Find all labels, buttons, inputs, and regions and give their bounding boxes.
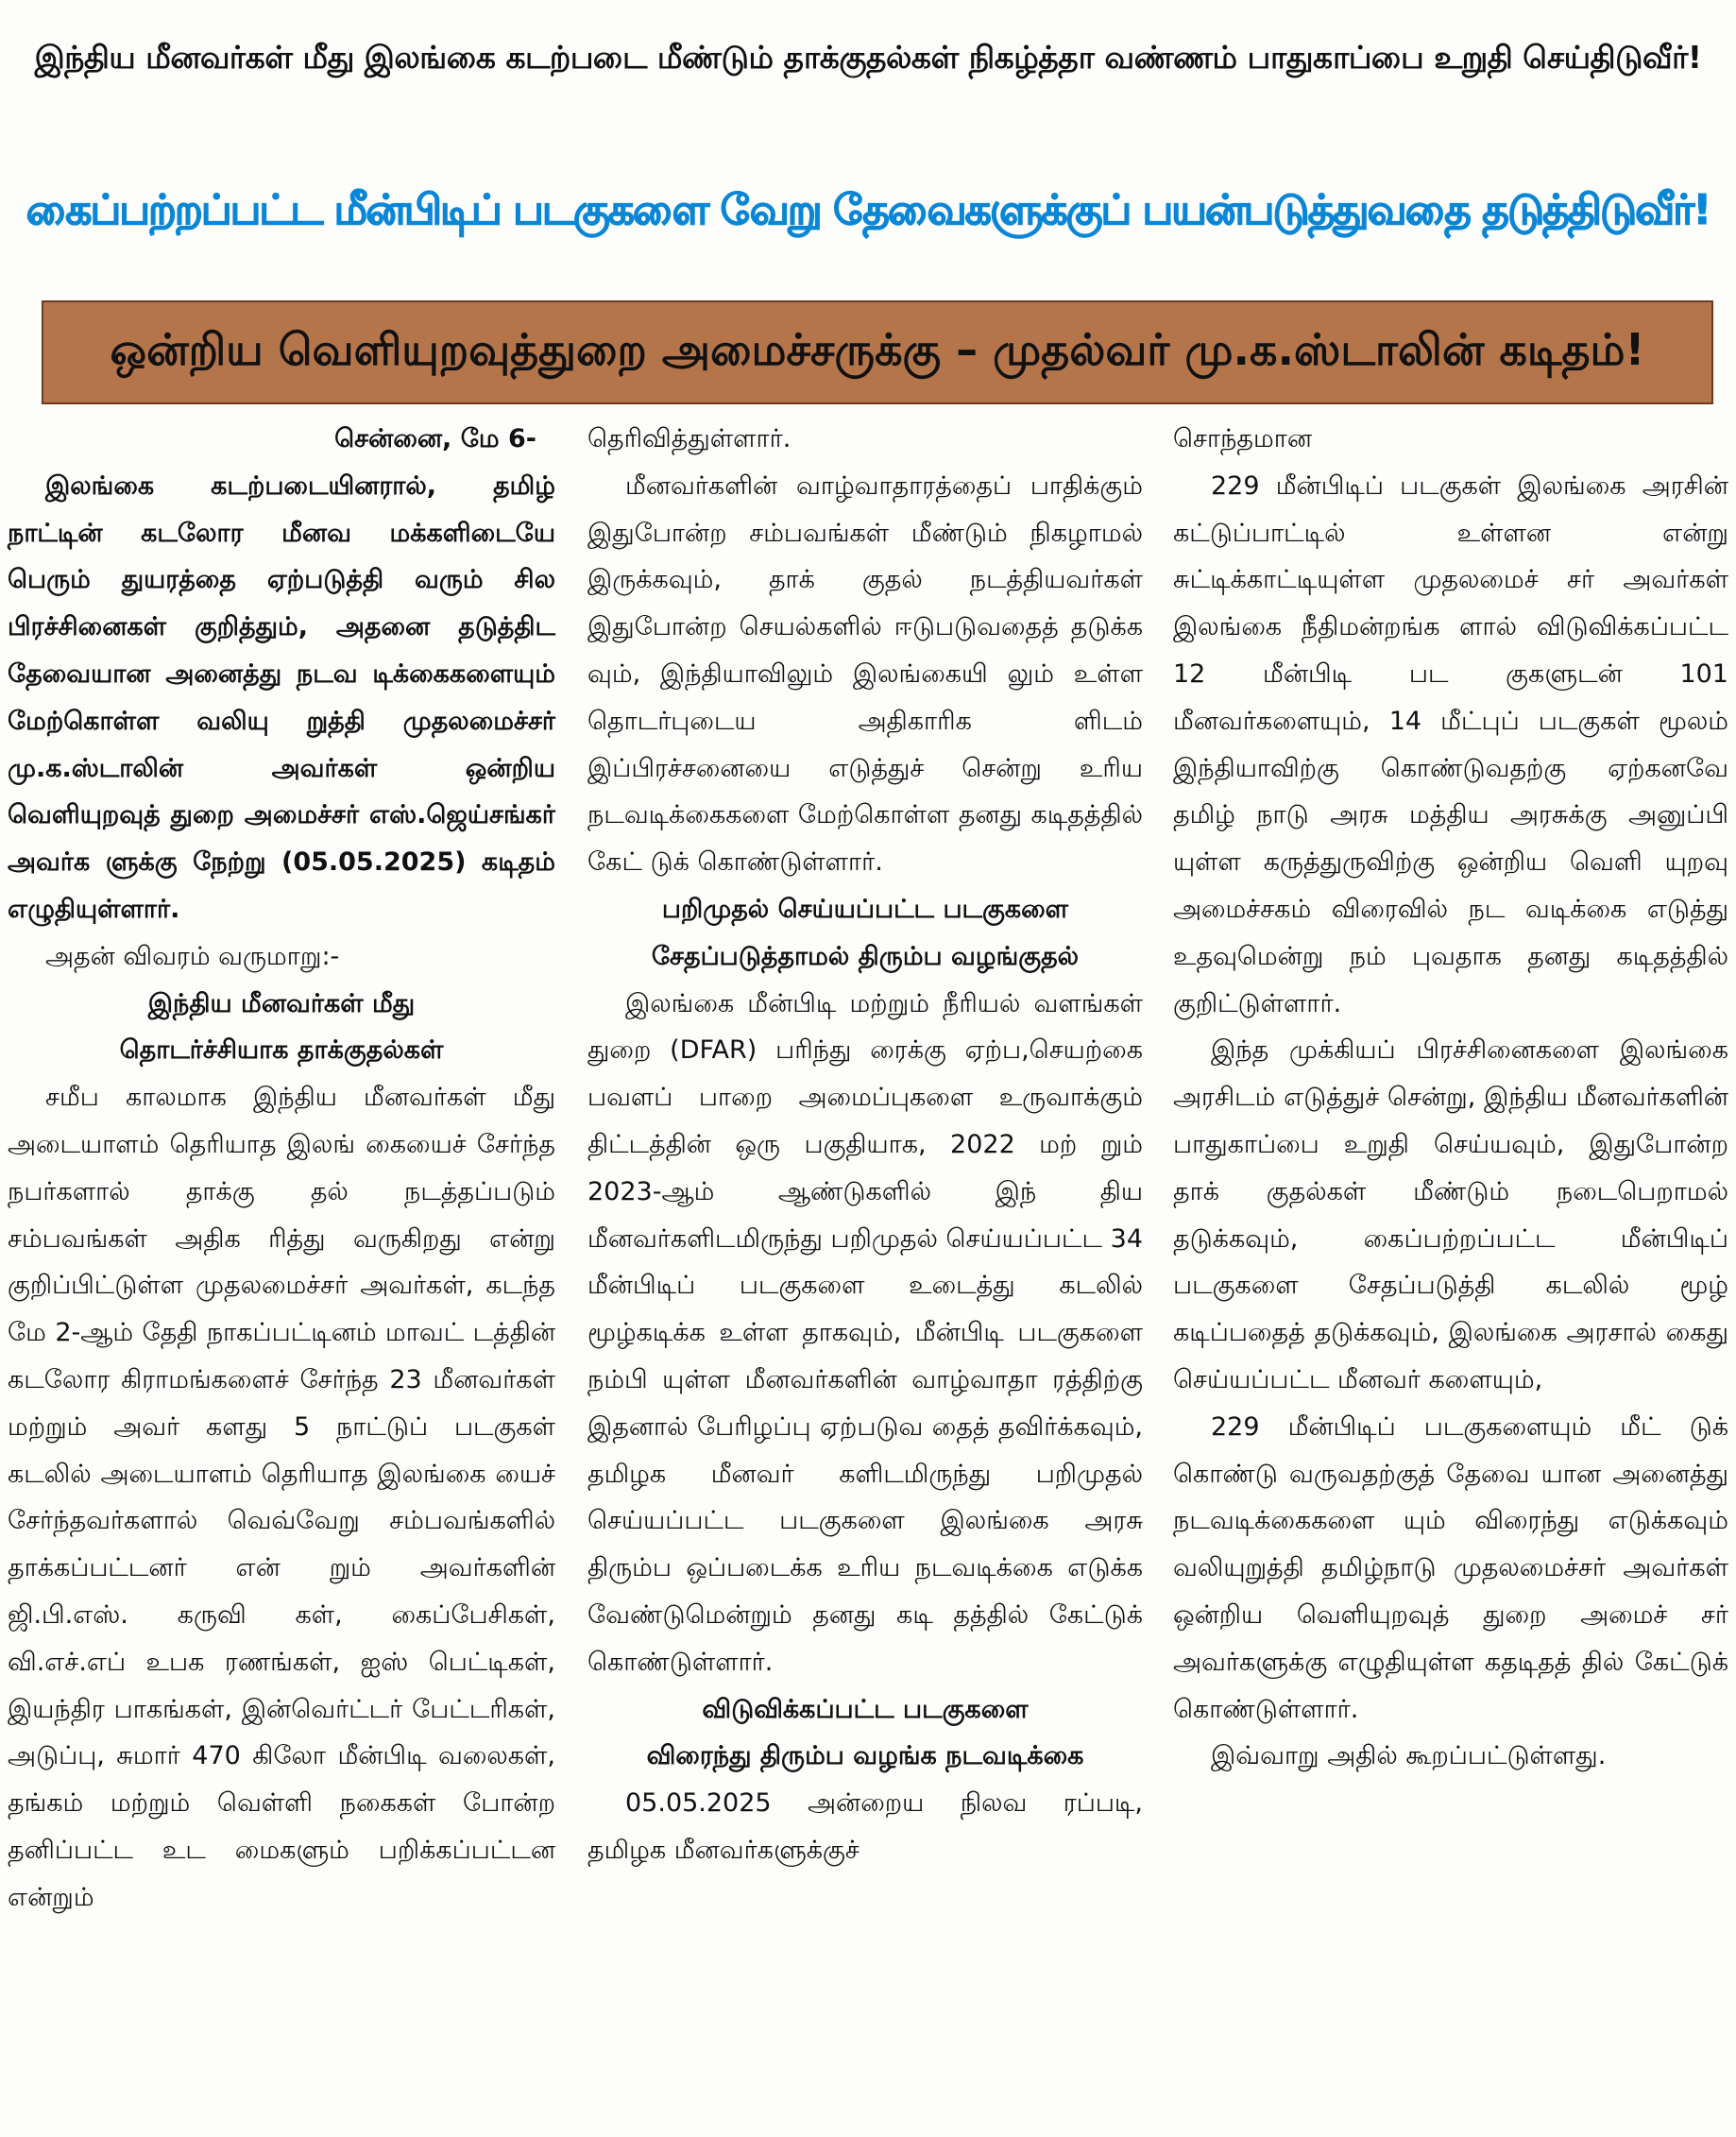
body-paragraph: இந்த முக்கியப் பிரச்சினைகளை இலங்கை அரசிடம் எடுத்துச் சென்று, இந்திய மீனவர்களின் பாதுகாப்பை உறுதி செய்யவும், இதுபோன்ற தாக் குதல்கள் மீண்டும் நடைபெறாமல் தடுக்கவும், கைப்பற்றப்பட்ட மீன்பிடிப் படகுகளை சேதப்படுத்தி கடலில் மூழ் கடிப்பதைத் தடுக்கவும், இலங்கை அரசால் கைது செய்யப்பட்ட மீனவர் களையும்,	[1173, 1035, 1728, 1394]
article-column-1	[8, 416, 555, 1922]
body-paragraph: 05.05.2025 அன்றைய நிலவ ரப்படி, தமிழக மீனவர்களுக்குச்	[587, 1788, 1143, 1865]
subheading-3-line-2: விரைந்து திரும்ப வழங்க நடவடிக்கை	[646, 1741, 1084, 1771]
subheading-2-line-2: சேதப்படுத்தாமல் திரும்ப வழங்குதல்	[651, 941, 1080, 971]
subheading-1-line-2: தொடர்ச்சியாக தாக்குதல்கள்	[119, 1035, 444, 1066]
subheading-3-line-1: விடுவிக்கப்பட்ட படகுகளை	[702, 1694, 1029, 1724]
subtitle-banner	[42, 300, 1713, 404]
subheading-2-line-1: பறிமுதல் செய்யப்பட்ட படகுகளை	[661, 894, 1069, 924]
intro-line: அதன் விவரம் வருமாறு:-	[45, 941, 340, 971]
body-paragraph: சமீப காலமாக இந்திய மீனவர்கள் மீது அடையாளம் தெரியாத இலங் கையைச் சேர்ந்த நபர்களால் தாக்கு தல் நடத்தப்படும் சம்பவங்கள் அதிக ரித்து வருகிறது என்று குறிப்பிட்டுள்ள முதலமைச்சர் அவர்கள், கடந்த மே 2-ஆம் தேதி நாகப்பட்டினம் மாவட் டத்தின் கடலோர கிராமங்களைச் சேர்ந்த 23 மீனவர்கள் மற்றும் அவர் களது 5 நாட்டுப் படகுகள் கடலில் அடையாளம் தெரியாத இலங்கை யைச் சேர்ந்தவர்களால் வெவ்வேறு சம்பவங்களில் தாக்கப்பட்டனர் என் றும் அவர்களின் ஜி.பி.எஸ். கருவி கள், கைப்பேசிகள், வி.எச்.எப் உபக ரணங்கள், ஐஸ் பெட்டிகள், இயந்திர பாகங்கள், இன்வெர்ட்டர் பேட்டரிகள், அடுப்பு, சுமார் 470 கிலோ மீன்பிடி வலைகள், தங்கம் மற்றும் வெள்ளி நகைகள் போன்ற தனிப்பட்ட உட மைகளும் பறிக்கப்பட்டன என்றும்	[8, 1083, 555, 1912]
body-paragraph: மீனவர்களின் வாழ்வாதாரத்தைப் பாதிக்கும் இதுபோன்ற சம்பவங்கள் மீண்டும் நிகழாமல் இருக்கவும், தாக் குதல் நடத்தியவர்கள் இதுபோன்ற செயல்களில் ஈடுபடுவதைத் தடுக்க வும், இந்தியாவிலும் இலங்கையி லும் உள்ள தொடர்புடைய அதிகாரிக ளிடம் இப்பிரச்சனையை எடுத்துச் சென்று உரிய நடவடிக்கைகளை மேற்கொள்ள தனது கடிதத்தில் கேட் டுக் கொண்டுள்ளார்.	[587, 470, 1143, 878]
closing-line: இவ்வாறு அதில் கூறப்பட்டுள்ளது.	[1211, 1741, 1607, 1771]
body-paragraph: இலங்கை மீன்பிடி மற்றும் நீரியல் வளங்கள் துறை (DFAR) பரிந்து ரைக்கு ஏற்ப,செயற்கை பவளப் பாறை அமைப்புகளை உருவாக்கும் திட்டத்தின் ஒரு பகுதியாக, 2022 மற் றும் 2023-ஆம் ஆண்டுகளில் இந் திய மீனவர்களிடமிருந்து பறிமுதல் செய்யப்பட்ட 34 மீன்பிடிப் படகுகளை உடைத்து கடலில் மூழ்கடிக்க உள்ள தாகவும், மீன்பிடி படகுகளை நம்பி யுள்ள மீனவர்களின் வாழ்வாதா ரத்திற்கு இதனால் பேரிழப்பு ஏற்படுவ தைத் தவிர்க்கவும், தமிழக மீனவர் களிடமிருந்து பறிமுதல் செய்யப்பட்ட படகுகளை இலங்கை அரசு திரும்ப ஒப்படைக்க உரிய நடவடிக்கை எடுக்க வேண்டுமென்றும் தனது கடி தத்தில் கேட்டுக் கொண்டுள்ளார்.	[587, 988, 1143, 1677]
banner-text: ஒன்றிய வெளியுறவுத்துறை அமைச்சருக்கு – முதல்வர் மு.க.ஸ்டாலின் கடிதம்!	[110, 323, 1645, 375]
body-paragraph: 229 மீன்பிடிப் படகுகளையும் மீட் டுக் கொண்டு வருவதற்குத் தேவை யான அனைத்து நடவடிக்கைகளை யும் விரைந்து எடுக்கவும் வலியுறுத்தி தமிழ்நாடு முதலமைச்சர் அவர்கள் ஒன்றிய வெளியுறவுத் துறை அமைச் சர் அவர்களுக்கு எழுதியுள்ள கதடிதத் தில் கேட்டுக் கொண்டுள்ளார்.	[1173, 1411, 1728, 1724]
article-column-3	[1173, 416, 1728, 1780]
carry-over-text: தெரிவித்துள்ளார்.	[587, 424, 791, 453]
main-headline: கைப்பற்றப்பட்ட மீன்பிடிப் படகுகளை வேறு தேவைகளுக்குப் பயன்படுத்துவதை தடுத்திடுவீர்!	[26, 185, 1710, 234]
lead-paragraph: இலங்கை கடற்படையினரால், தமிழ் நாட்டின் கடலோர மீனவ மக்களிடையே பெரும் துயரத்தை ஏற்படுத்தி வரும் சில பிரச்சினைகள் குறித்தும், அதனை தடுத்திட தேவையான அனைத்து நடவ டிக்கைகளையும் மேற்கொள்ள வலியு றுத்தி முதலமைச்சர் மு.க.ஸ்டாலின் அவர்கள் ஒன்றிய வெளியுறவுத் துறை அமைச்சர் எஸ்.ஜெய்சங்கர் அவர்க ளுக்கு நேற்று (05.05.2025) கடிதம் எழுதியுள்ளார்.	[8, 470, 555, 924]
subheading-1-line-1: இந்திய மீனவர்கள் மீது	[147, 988, 416, 1018]
top-headline: இந்திய மீனவர்கள் மீது இலங்கை கடற்படை மீண்டும் தாக்குதல்கள் நிகழ்த்தா வண்ணம் பாதுகாப்பை உறுதி செய்திடுவீர்!	[34, 38, 1702, 76]
body-paragraph: 229 மீன்பிடிப் படகுகள் இலங்கை அரசின் கட்டுப்பாட்டில் உள்ளன என்று சுட்டிக்காட்டியுள்ள முதலமைச் சர் அவர்கள் இலங்கை நீதிமன்றங்க ளால் விடுவிக்கப்பட்ட 12 மீன்பிடி பட குகளுடன் 101 மீனவர்களையும், 14 மீட்புப் படகுகள் மூலம் இந்தியாவிற்கு கொண்டுவதற்கு ஏற்கனவே தமிழ் நாடு அரசு மத்திய அரசுக்கு அனுப்பி யுள்ள கருத்துருவிற்கு ஒன்றிய வெளி யுறவு அமைச்சகம் விரைவில் நட வடிக்கை எடுத்து உதவுமென்று நம் புவதாக தனது கடிதத்தில் குறிட்டுள்ளார்.	[1173, 470, 1728, 1018]
dateline: சென்னை, மே 6-	[334, 424, 536, 453]
article-column-2	[587, 416, 1143, 1874]
carry-over-text: சொந்தமான	[1173, 424, 1312, 453]
